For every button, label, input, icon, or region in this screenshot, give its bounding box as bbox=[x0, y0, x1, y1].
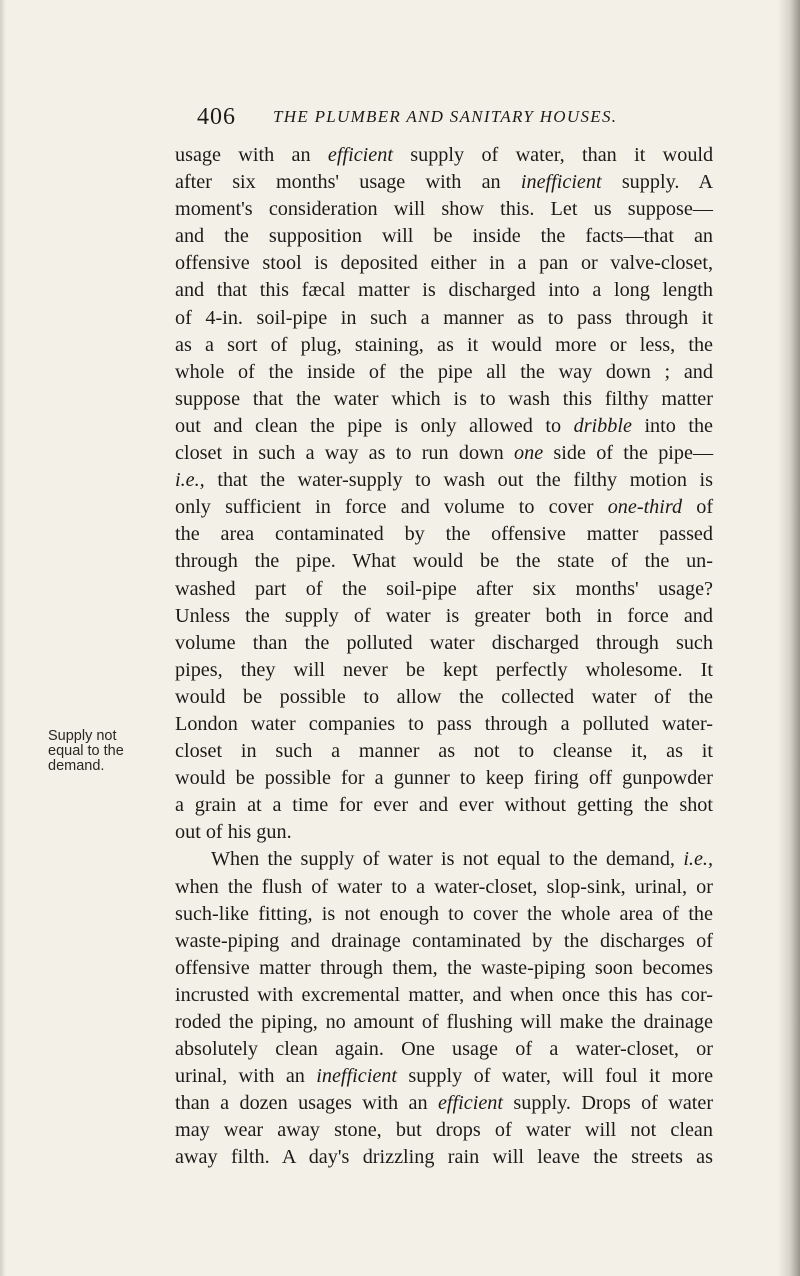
text-line: may wear away stone, but drops of water will not clean bbox=[175, 1119, 713, 1142]
text-line: suppose that the water which is to wash this filthy matter bbox=[175, 387, 713, 410]
text-line: and that this fæcal matter is discharged into a long length bbox=[175, 279, 713, 302]
text-line: Unless the supply of water is greater both in force and bbox=[175, 604, 713, 627]
page-number: 406 bbox=[197, 104, 236, 130]
margin-note-line: demand. bbox=[48, 758, 105, 774]
text-line: would be possible for a gunner to keep firing off gunpowder bbox=[175, 767, 713, 790]
text-line: would be possible to allow the collected water of the bbox=[175, 685, 713, 708]
text-line: offensive matter through them, the waste-piping soon becomes bbox=[175, 956, 713, 979]
text-line: incrusted with excremental matter, and when once this has cor- bbox=[175, 983, 713, 1006]
text-line: when the flush of water to a water-closet, slop-sink, urinal, or bbox=[175, 875, 713, 898]
text-line: than a dozen usages with an efficient supply. Drops of water bbox=[175, 1092, 714, 1115]
text-line: washed part of the soil-pipe after six months' usage? bbox=[175, 577, 713, 600]
text-line: urinal, with an inefficient supply of water, will foul it more bbox=[175, 1065, 714, 1088]
text-line: closet in such a way as to run down one side of the pipe— bbox=[175, 442, 714, 465]
text-line: offensive stool is deposited either in a pan or valve-closet, bbox=[175, 252, 713, 275]
page-gutter-shadow bbox=[778, 0, 800, 1276]
text-line: When the supply of water is not equal to the demand, i.e., bbox=[211, 848, 714, 871]
text-line: after six months' usage with an inefficient supply. A bbox=[175, 171, 714, 194]
text-line: waste-piping and drainage contaminated by the discharges of bbox=[175, 929, 713, 952]
text-line: usage with an efficient supply of water, than it would bbox=[175, 144, 714, 166]
text-line: London water companies to pass through a polluted water- bbox=[175, 712, 713, 735]
text-line: out and clean the pipe is only allowed to dribble into the bbox=[175, 414, 714, 437]
text-line: i.e., that the water-supply to wash out the filthy motion is bbox=[175, 469, 714, 492]
text-line: absolutely clean again. One usage of a water-closet, or bbox=[175, 1038, 713, 1061]
text-line: moment's consideration will show this. Let us suppose— bbox=[175, 198, 713, 221]
text-line: of 4-in. soil-pipe in such a manner as to pass through it bbox=[175, 306, 713, 329]
text-line: a grain at a time for ever and ever without getting the shot bbox=[175, 794, 713, 817]
text-line: whole of the inside of the pipe all the way down ; and bbox=[175, 360, 713, 383]
margin-note-line: Supply not bbox=[48, 728, 117, 744]
text-line: as a sort of plug, staining, as it would more or less, the bbox=[175, 333, 713, 356]
text-line: roded the piping, no amount of flushing will make the drainage bbox=[175, 1011, 713, 1033]
text-line: out of his gun. bbox=[175, 821, 292, 844]
page-header bbox=[197, 104, 667, 134]
text-line: pipes, they will never be kept perfectly wholesome. It bbox=[175, 658, 713, 681]
text-line: such-like fitting, is not enough to cover the whole area of the bbox=[175, 902, 713, 925]
text-line: the area contaminated by the offensive matter passed bbox=[175, 523, 713, 546]
text-line: only sufficient in force and volume to cover one-third of bbox=[175, 496, 714, 519]
text-line: and the supposition will be inside the facts—that an bbox=[175, 225, 713, 248]
body-text bbox=[175, 142, 713, 1172]
running-head: THE PLUMBER AND SANITARY HOUSES. bbox=[273, 107, 618, 126]
text-line: volume than the polluted water discharged through such bbox=[175, 631, 713, 654]
margin-note-line: equal to the bbox=[48, 743, 124, 759]
page-left-edge bbox=[0, 0, 6, 1276]
text-line: away filth. A day's drizzling rain will leave the streets as bbox=[175, 1146, 713, 1169]
text-line: through the pipe. What would be the state of the un- bbox=[175, 550, 713, 573]
text-line: closet in such a manner as not to cleanse it, as it bbox=[175, 740, 713, 763]
margin-note bbox=[48, 729, 158, 774]
